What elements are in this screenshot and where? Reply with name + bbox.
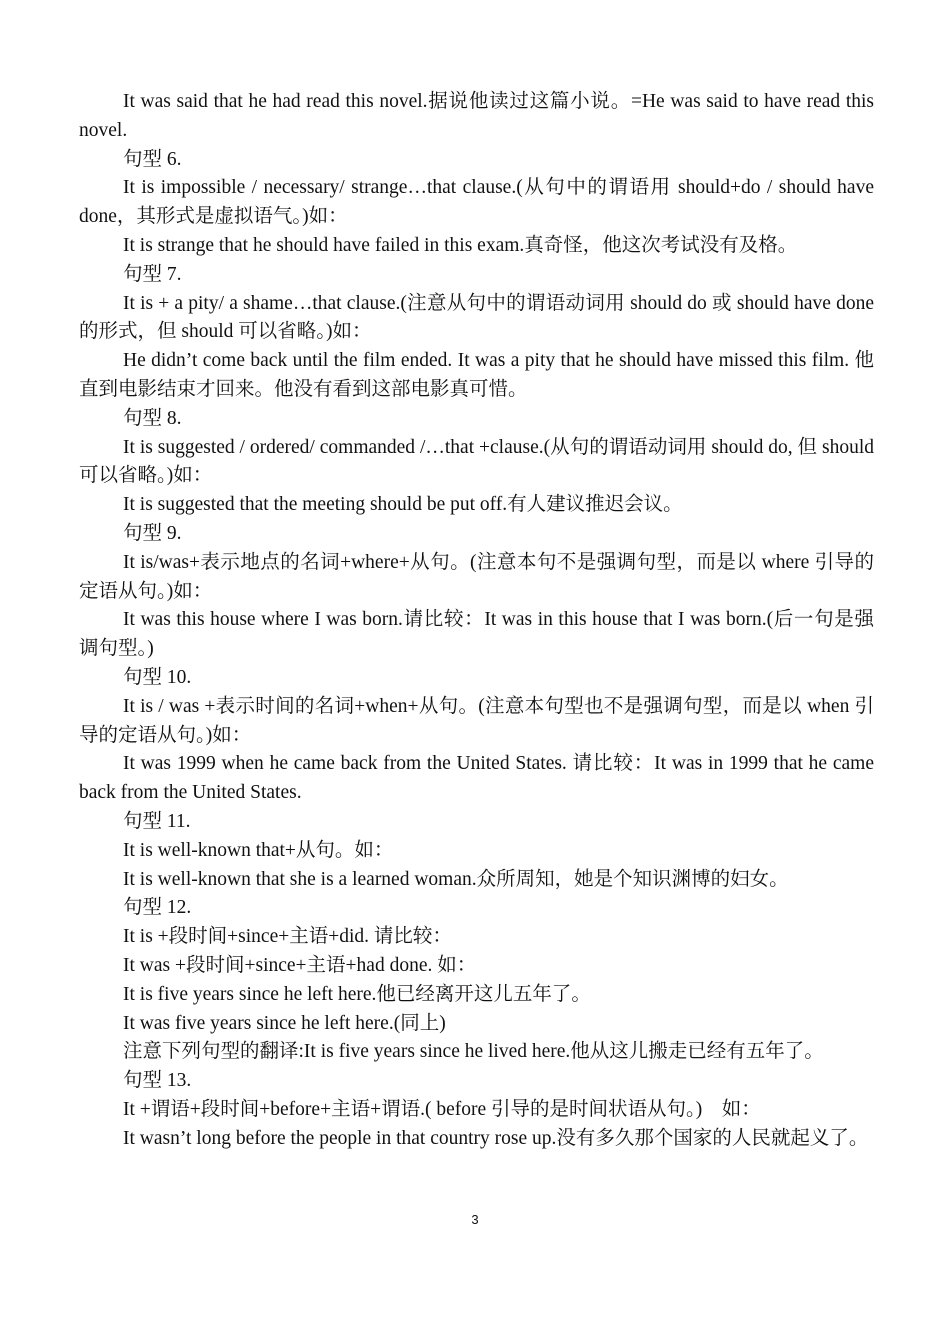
section-heading: 句型 8. xyxy=(123,407,182,429)
page-number: 3 xyxy=(471,1212,479,1227)
note-paragraph: 注意下列句型的翻译:It is five years since he lived here.他从这儿搬走已经有五年了。 xyxy=(123,1041,824,1063)
example-sentence: It is five years since he left here.他已经离开这儿五年了。 xyxy=(123,983,591,1005)
section-heading: 句型 10. xyxy=(123,666,192,688)
section-heading: 句型 9. xyxy=(123,522,182,544)
section-heading: 句型 12. xyxy=(123,897,192,919)
example-sentence: It was five years since he left here.(同上) xyxy=(123,1012,446,1034)
paragraph: It was said that he had read this novel.据说他读过这篇小说。=He was said to have read this novel. xyxy=(79,91,874,141)
paragraph: It is well-known that+从句。如： xyxy=(123,839,394,861)
paragraph: It +谓语+段时间+before+主语+谓语.( before 引导的是时间状语从句。) 如： xyxy=(123,1098,761,1120)
example-sentence: It is strange that he should have failed in this exam.真奇怪，他这次考试没有及格。 xyxy=(123,234,798,256)
paragraph: It is/was+表示地点的名词+where+从句。(注意本句不是强调句型，而是以 where 引导的定语从句。)如： xyxy=(79,551,874,602)
example-sentence: It wasn’t long before the people in that country rose up.没有多久那个国家的人民就起义了。 xyxy=(123,1127,869,1149)
document-page xyxy=(79,88,874,1153)
example-sentence: It was 1999 when he came back from the United States. 请比较：It was in 1999 that he came back from the United States. xyxy=(79,753,874,804)
section-heading: 句型 6. xyxy=(123,148,182,170)
section-heading: 句型 13. xyxy=(123,1070,192,1092)
section-heading: 句型 11. xyxy=(123,810,191,832)
example-sentence: It is well-known that she is a learned woman.众所周知，她是个知识渊博的妇女。 xyxy=(123,868,789,890)
example-sentence: It is suggested that the meeting should be put off.有人建议推迟会议。 xyxy=(123,494,683,516)
paragraph: It is + a pity/ a shame…that clause.(注意从句中的谓语动词用 should do 或 should have done 的形式，但 should 可以省略。)如： xyxy=(79,292,874,343)
paragraph: It is / was +表示时间的名词+when+从句。(注意本句型也不是强调句型，而是以 when 引导的定语从句。)如： xyxy=(79,695,874,746)
paragraph: It is suggested / ordered/ commanded /…that +clause.(从句的谓语动词用 should do, 但 should 可以省略。)如： xyxy=(79,436,874,487)
section-heading: 句型 7. xyxy=(123,263,182,285)
example-sentence: He didn’t come back until the film ended. It was a pity that he should have missed this film. 他直到电影结束才回来。他没有看到这部电影真可惜。 xyxy=(79,350,874,400)
paragraph: It was +段时间+since+主语+had done. 如： xyxy=(123,954,477,976)
example-sentence: It was this house where I was born.请比较：It was in this house that I was born.(后一句是强调句型。) xyxy=(79,609,874,660)
paragraph: It is impossible / necessary/ strange…that clause.(从句中的谓语用 should+do / should have done，其形式是虚拟语气。)如： xyxy=(79,177,874,228)
paragraph: It is +段时间+since+主语+did. 请比较： xyxy=(123,926,452,948)
